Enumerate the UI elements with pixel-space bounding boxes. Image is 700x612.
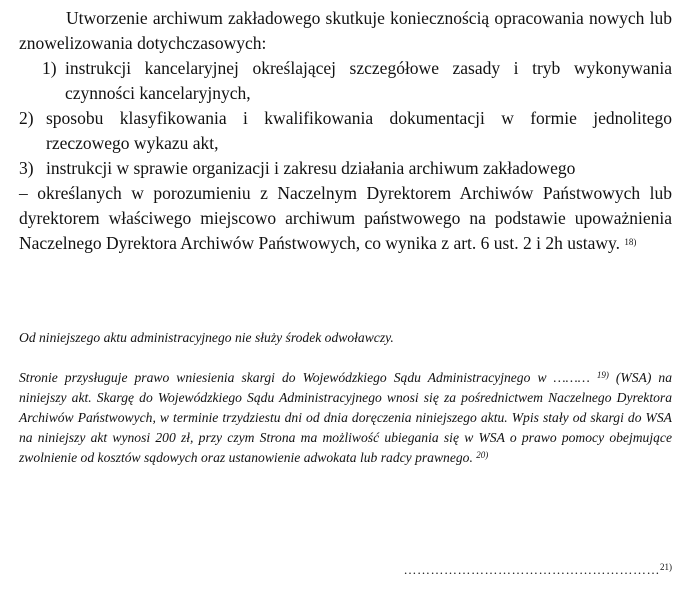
no-appeal-note — [19, 328, 672, 348]
footnote-ref-18: 18) — [624, 237, 637, 247]
no-appeal-text: Od niniejszego aktu administracyjnego nie służy środek odwoławczy. — [19, 330, 394, 345]
tail-paragraph — [19, 181, 672, 256]
footnote-ref-21: 21) — [660, 562, 672, 572]
list-item-number: 3) — [19, 158, 34, 178]
appeal-paragraph — [19, 368, 672, 468]
tail-text: – określanych w porozumieniu z Naczelnym Dyrektorem Archiwów Państwowych lub dyrektorem właściwego miejscowo archiwum państwowego na podstawie upoważnienia Naczelnego Dyrektora Archiwów Państwowych, co wynika z art. 6 ust. 2 i 2h ustawy. — [19, 183, 672, 253]
list-item-number: 1) — [42, 58, 57, 78]
list-item-1 — [42, 56, 672, 106]
appeal-text-part1: Stronie przysługuje prawo wniesienia skargi do Wojewódzkiego Sądu Administracyjnego w ……… — [19, 370, 597, 385]
list-item-text: sposobu klasyfikowania i kwalifikowania dokumentacji w formie jednolitego rzeczowego wykazu akt, — [46, 108, 672, 153]
intro-paragraph — [19, 6, 672, 56]
list-item-2 — [19, 106, 672, 156]
list-item-3 — [19, 156, 672, 181]
footnote-ref-19: 19) — [596, 370, 609, 380]
list-item-text: instrukcji w sprawie organizacji i zakresu działania archiwum zakładowego — [46, 158, 576, 178]
footnote-ref-20: 20) — [476, 450, 489, 460]
intro-text: Utworzenie archiwum zakładowego skutkuje koniecznością opracowania nowych lub znowelizowania dotychczasowych: — [19, 8, 672, 53]
list-item-number: 2) — [19, 108, 34, 128]
signature-line — [404, 562, 673, 578]
signature-dots: ………………………………………………… — [403, 562, 660, 577]
list-item-text: instrukcji kancelaryjnej określającej szczegółowe zasady i tryb wykonywania czynności kancelaryjnych, — [65, 58, 672, 103]
appeal-text-part2: (WSA) na niniejszy akt. Skargę do Wojewódzkiego Sądu Administracyjnego wnosi się za pośrednictwem Naczelnego Dyrektora Archiwów Państwowych, w terminie trzydziestu dni od dnia doręczenia niniejszego aktu. Wpis stały od skargi do WSA na niniejszy akt wynosi 200 zł, przy czym Strona ma możliwość ubiegania się w WSA o prawo pomocy obejmujące zwolnienie od kosztów sądowych oraz ustanowienie adwokata lub radcy prawnego. — [19, 370, 672, 465]
